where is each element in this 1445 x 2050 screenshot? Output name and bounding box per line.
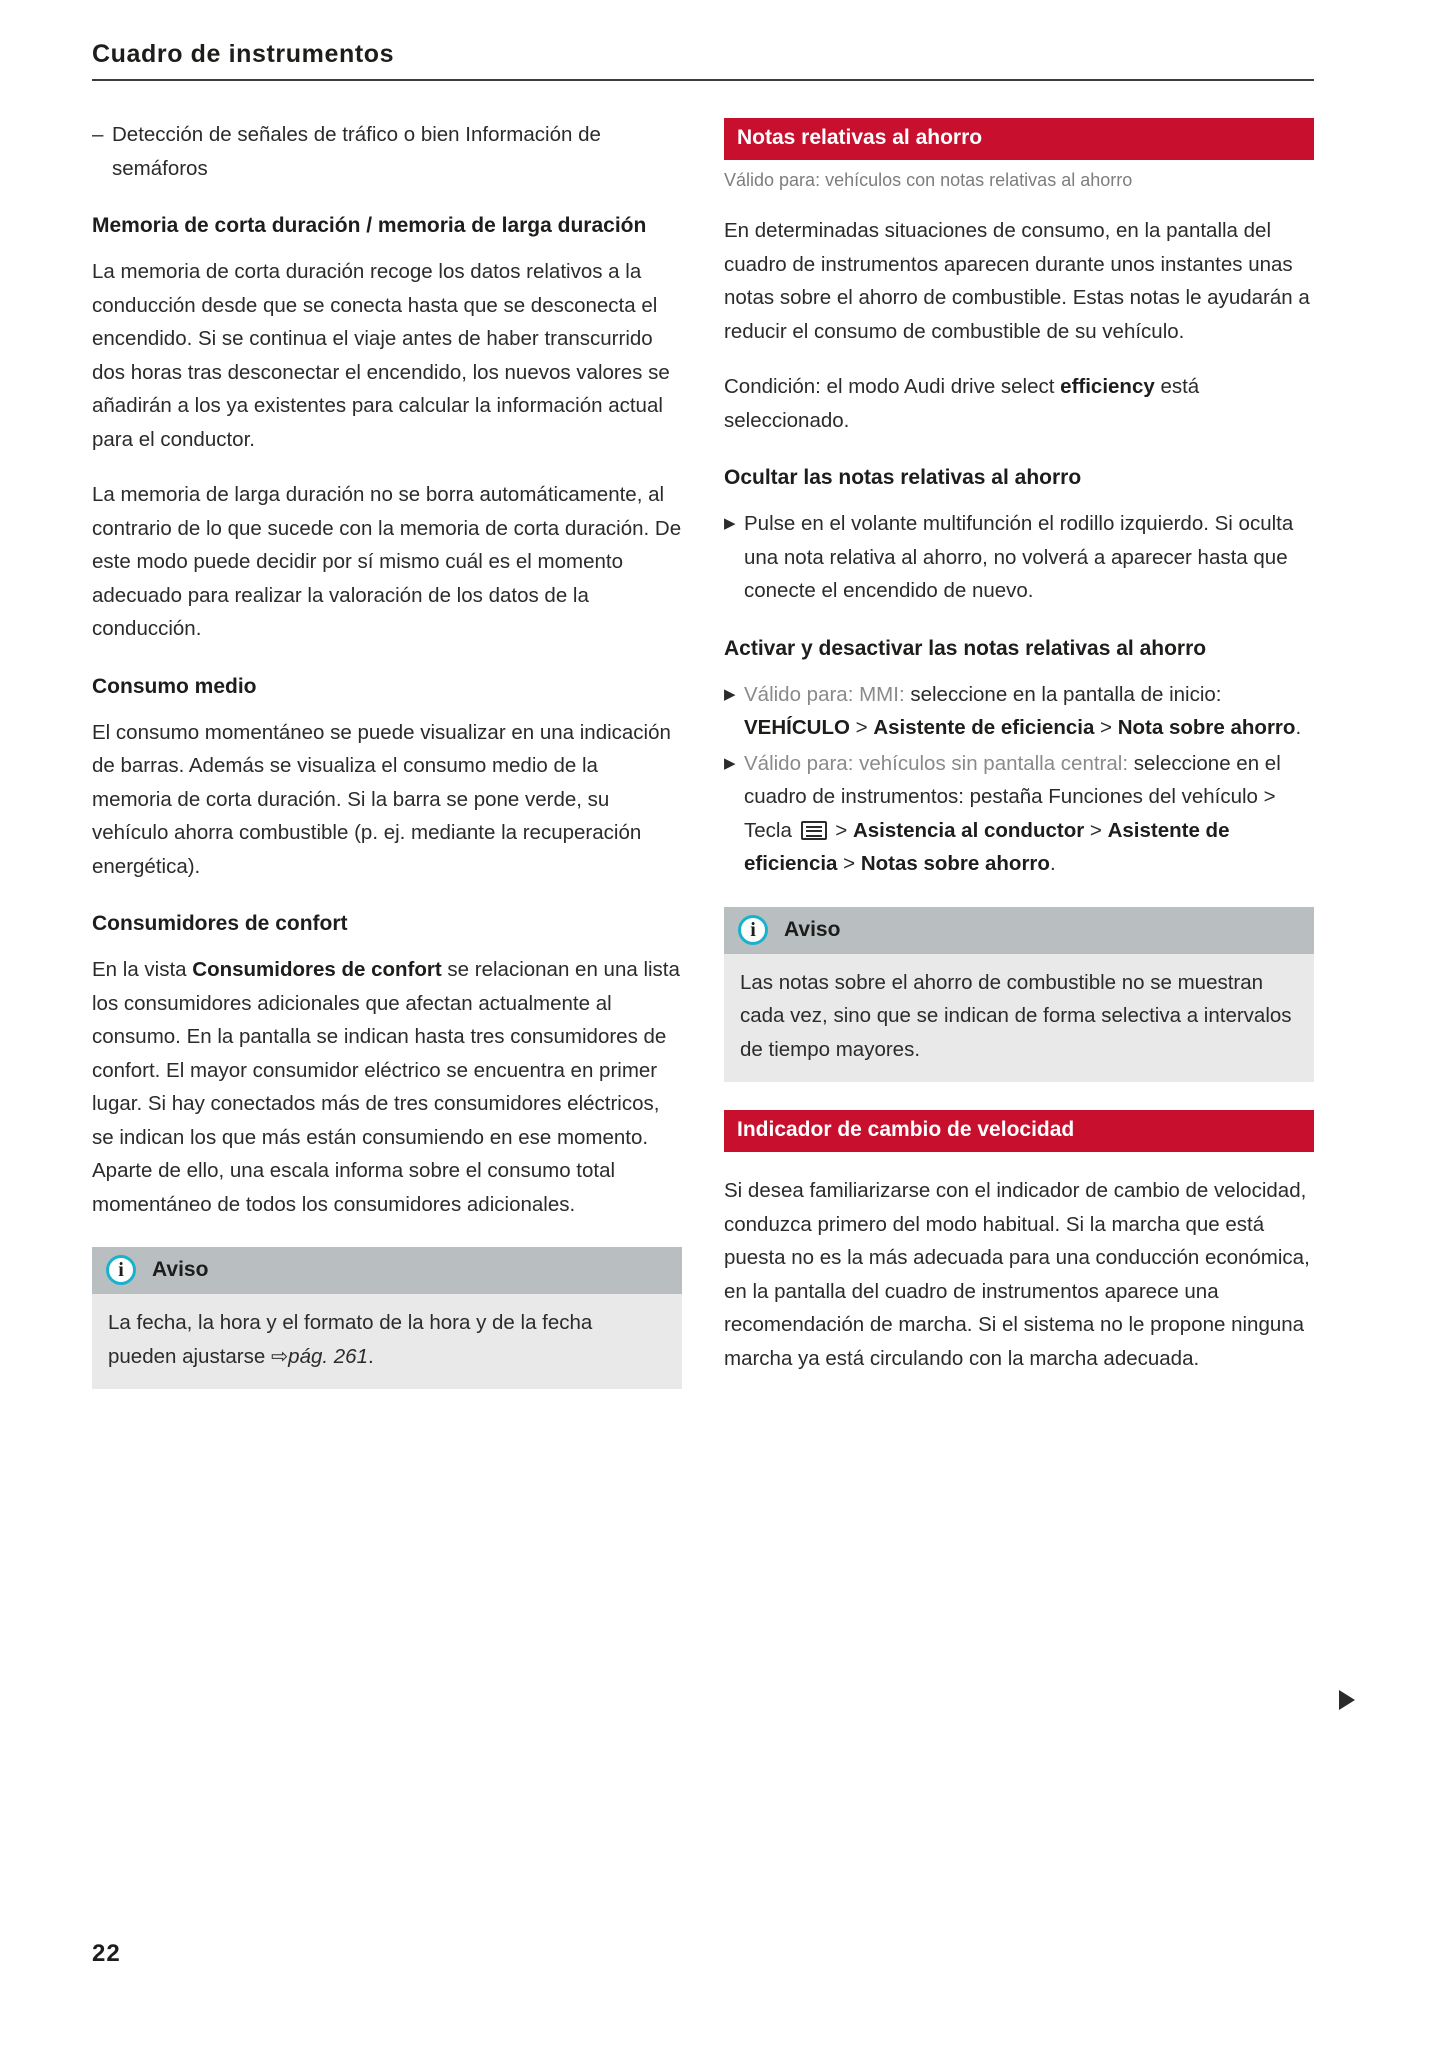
menu-path-separator: > [1084, 818, 1108, 842]
note-body [92, 1294, 682, 1389]
menu-path-separator: > [849, 716, 874, 739]
running-head [92, 40, 1314, 81]
right-column [724, 118, 1314, 1411]
list-item [724, 678, 1314, 745]
note-body [724, 954, 1314, 1083]
list-item [92, 118, 682, 185]
page-title: Cuadro de instrumentos [92, 40, 395, 68]
menu-path-separator: > [1094, 716, 1118, 739]
heading-ocultar-notas: Ocultar las notas relativas al ahorro [724, 466, 1082, 489]
list-item [724, 507, 1314, 608]
page-number: 22 [92, 1940, 121, 1967]
text-run: está seleccionado. [724, 375, 1200, 432]
heading-memoria: Memoria de corta duración / memoria de larga duración [92, 214, 647, 237]
text-run: La fecha, la hora y el formato de la hora y de la fecha pueden ajustarse [108, 1311, 593, 1368]
triangle-bullet-icon: ▶ [724, 754, 736, 772]
text-run: . [1295, 716, 1302, 739]
valid-for-notas: Válido para: vehículos con notas relativas al ahorro [724, 170, 1133, 190]
note-header [92, 1247, 682, 1294]
valid-for-prefix: Válido para: vehículos sin pantalla central: [744, 751, 1129, 775]
paragraph-notas-ahorro: En determinadas situaciones de consumo, en la pantalla del cuadro de instrumentos aparecen durante unos instantes unas notas sobre el ahorro de combustible. Estas notas le ayudarán a reducir el consumo de combustible de su vehículo. [724, 219, 1310, 343]
menu-path-item: Asistencia al conductor [852, 818, 1085, 842]
paragraph-indicador-cambio: Si desea familiarizarse con el indicador de cambio de velocidad, conduzca primero del modo habitual. Si la marcha que está puesta no es la más adecuada para una conducción económica, en la pantalla del cuadro de instrumentos aparece una recomendación de marcha. Si el sistema no le propone ninguna marcha ya está circulando con la marcha adecuada. [724, 1179, 1310, 1370]
bold-term: efficiency [1060, 375, 1155, 398]
triangle-bullet-icon: ▶ [724, 685, 736, 703]
heading-consumo-medio: Consumo medio [92, 674, 257, 698]
note-text [108, 1306, 666, 1373]
cross-reference-arrow-icon: ⇨ [270, 1344, 289, 1368]
two-column-body [92, 118, 1314, 1411]
menu-path-item: Asistente de eficiencia [873, 716, 1095, 739]
note-box-aviso-left [92, 1247, 682, 1389]
info-icon: i [738, 915, 768, 945]
menu-path-item: VEHÍCULO [744, 716, 850, 739]
menu-path-item: Notas sobre ahorro [860, 852, 1050, 875]
paragraph-memoria-2: La memoria de larga duración no se borra automáticamente, al contrario de lo que sucede con la memoria de corta duración. De este modo puede decidir por sí mismo cuál es el momento adecuado para realizar la valoración de los datos de la conducción. [92, 483, 682, 640]
bullet-list-ocultar [724, 507, 1314, 608]
note-title: Aviso [152, 1258, 209, 1281]
dash-bullet-icon: – [92, 123, 104, 146]
paragraph-consumidores-confort [92, 953, 682, 1221]
dash-list [92, 118, 682, 185]
heading-activar-desactivar: Activar y desactivar las notas relativas al ahorro [724, 636, 1207, 660]
paragraph-condicion [724, 370, 1314, 437]
bullet-text-sin-pantalla [744, 747, 1314, 881]
note-box-aviso-right [724, 907, 1314, 1083]
continuation-arrow-icon [1339, 1690, 1355, 1710]
left-column [92, 118, 682, 1411]
menu-path-item: Asistente de eficiencia [744, 818, 1230, 875]
text-run: seleccione en la pantalla de inicio: [904, 682, 1222, 706]
bullet-text: Pulse en el volante multifunción el rodillo izquierdo. Si oculta una nota relativa al ahorro, no volverá a aparecer hasta que conecte el encendido de nuevo. [744, 512, 1294, 602]
paragraph-memoria-1: La memoria de corta duración recoge los datos relativos a la conducción desde que se conecta hasta que se desconecta el encendido. Si se continua el viaje antes de haber transcurrido dos horas tras desconectar el encendido, los nuevos valores se añadirán a los ya existentes para calcular la información actual para el conductor. [92, 260, 670, 451]
bullet-list-activar [724, 678, 1314, 881]
section-banner-indicador-cambio: Indicador de cambio de velocidad [724, 1110, 1314, 1152]
dash-item-text: Detección de señales de tráfico o bien Información de semáforos [112, 123, 601, 180]
text-run: En la vista [92, 958, 193, 981]
triangle-bullet-icon: ▶ [724, 515, 736, 532]
menu-path-separator: > [837, 852, 861, 875]
paragraph-consumo-medio: El consumo momentáneo se puede visualizar en una indicación de barras. Además se visualiza el consumo medio de la memoria de corta duración. Si la barra se pone verde, su vehículo ahorra combustible (p. ej. mediante la recuperación energética). [92, 720, 671, 878]
menu-key-icon [801, 821, 827, 840]
heading-consumidores-confort: Consumidores de confort [92, 912, 348, 935]
list-item [724, 747, 1314, 881]
menu-path-item: Nota sobre ahorro [1117, 716, 1296, 739]
note-header [724, 907, 1314, 954]
info-icon: i [106, 1255, 136, 1285]
valid-for-prefix: Válido para: MMI: [744, 682, 905, 706]
text-run: seleccione en el cuadro de instrumentos: pestaña Funciones del vehículo > Tecla [744, 751, 1281, 842]
text-run: . [367, 1344, 374, 1368]
text-run: Condición: el modo Audi drive select [724, 375, 1061, 398]
text-run: se relacionan en una lista los consumidores adicionales que afectan actualmente al consumo. En la pantalla se indican hasta tres consumidores de confort. El mayor consumidor eléctrico se encuentra en primer lugar. Si hay conectados más de tres consumidores eléctricos, se indican los que más están consumiendo en ese momento. Aparte de ello, una escala informa sobre el consumo total momentáneo de todos los consumidores adicionales. [92, 958, 680, 1216]
text-run: . [1049, 852, 1056, 875]
bold-term: Consumidores de confort [192, 958, 442, 981]
bullet-text-mmi [744, 678, 1314, 745]
header-divider [92, 79, 1314, 81]
menu-path-separator: > [829, 818, 853, 842]
note-title: Aviso [784, 917, 841, 941]
section-banner-notas-ahorro: Notas relativas al ahorro [724, 118, 1314, 160]
note-text: Las notas sobre el ahorro de combustible no se muestran cada vez, sino que se indican de forma selectiva a intervalos de tiempo mayores. [740, 970, 1292, 1061]
cross-reference-page[interactable]: pág. 261 [288, 1344, 368, 1368]
